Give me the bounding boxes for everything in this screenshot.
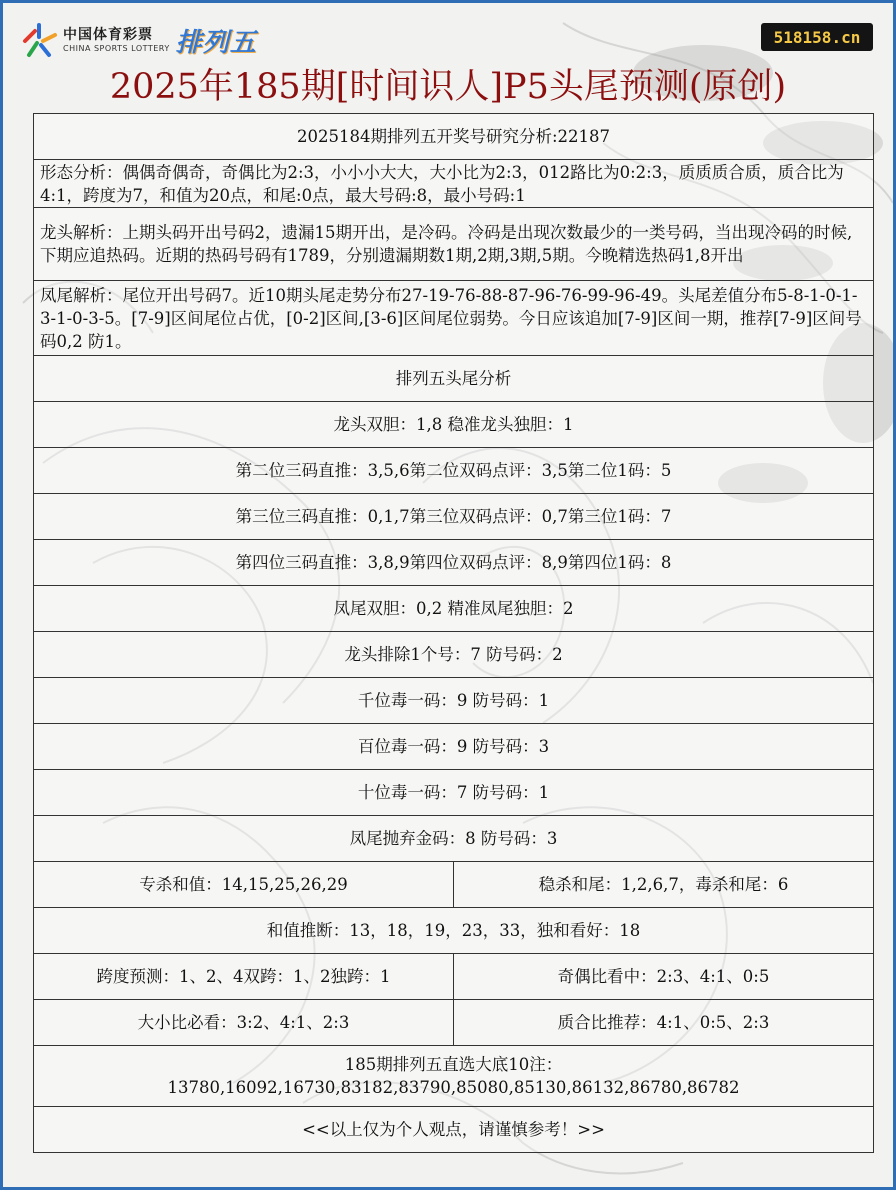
table-row	[34, 586, 874, 632]
base-title: 185期排列五直选大底10注：	[344, 1055, 563, 1074]
page-title: 2025年185期[时间识人]P5头尾预测(原创)	[109, 67, 787, 107]
section-title-cell: 排列五头尾分析	[34, 356, 874, 402]
prediction-table	[33, 113, 874, 1153]
pos2-cell: 第二位三码直推：3,5,6第二位双码点评：3,5第二位1码：5	[34, 448, 874, 494]
table-row	[34, 862, 874, 908]
prime-comp-cell: 质合比推荐：4:1、0:5、2:3	[454, 1000, 874, 1046]
thousands-cell: 千位毒一码：9 防号码：1	[34, 678, 874, 724]
head-analysis-cell: 龙头解析：上期头码开出号码2，遗漏15期开出，是冷码。冷码是出现次数最少的一类号码，当出现冷码的时候,下期应追热码。近期的热码号码有1789，分别遗漏期数1期,2期,3期,5期。今晚精选热码1,8开出	[34, 208, 874, 281]
lottery-logo	[21, 21, 257, 59]
analysis-title-cell: 2025184期排列五开奖号研究分析:22187	[34, 114, 874, 160]
sum-predict-cell: 和值推断：13，18，19，23，33，独和看好：18	[34, 908, 874, 954]
tail-double-cell: 凤尾双胆：0,2 精准凤尾独胆：2	[34, 586, 874, 632]
table-row	[34, 1046, 874, 1107]
table-row	[34, 540, 874, 586]
table-row	[34, 402, 874, 448]
form-analysis-cell: 形态分析：偶偶奇偶奇，奇偶比为2:3，小小小大大，大小比为2:3，012路比为0:2:3，质质质合质，质合比为4:1，跨度为7，和值为20点，和尾:0点，最大号码:8，最小号码:1	[34, 160, 874, 208]
logo-en-text: CHINA SPORTS LOTTERY	[63, 43, 170, 53]
logo-game-name: 排列五	[175, 27, 257, 58]
head-exclude-cell: 龙头排除1个号：7 防号码：2	[34, 632, 874, 678]
table-row	[34, 448, 874, 494]
table-row	[34, 1107, 874, 1153]
base-numbers-cell	[34, 1046, 874, 1107]
table-row	[34, 770, 874, 816]
big-small-cell: 大小比必看：3:2、4:1、2:3	[34, 1000, 454, 1046]
table-row	[34, 208, 874, 281]
odd-even-cell: 奇偶比看中：2:3、4:1、0:5	[454, 954, 874, 1000]
head-double-cell: 龙头双胆：1,8 稳准龙头独胆：1	[34, 402, 874, 448]
table-row	[34, 281, 874, 356]
table-row	[34, 954, 874, 1000]
table-row	[34, 632, 874, 678]
table-row	[34, 494, 874, 540]
header	[3, 3, 893, 108]
table-row	[34, 356, 874, 402]
kill-sum-cell: 专杀和值：14,15,25,26,29	[34, 862, 454, 908]
disclaimer-cell: <<以上仅为个人观点，请谨慎参考！>>	[34, 1107, 874, 1153]
lottery-logo-icon	[21, 21, 59, 59]
tail-analysis-cell: 凤尾解析：尾位开出号码7。近10期头尾走势分布27-19-76-88-87-96-76-99-96-49。头尾差值分布5-8-1-0-1-3-1-0-3-5。[7-9]区间尾位占优，[0-2]区间,[3-6]区间尾位弱势。今日应该追加[7-9]区间一期，推荐[7-9]区间号码0,2 防1。	[34, 281, 874, 356]
logo-cn-text: 中国体育彩票	[63, 26, 153, 43]
span-predict-cell: 跨度预测：1、2、4双跨：1、2独跨：1	[34, 954, 454, 1000]
pos3-cell: 第三位三码直推：0,1,7第三位双码点评：0,7第三位1码：7	[34, 494, 874, 540]
table-row	[34, 816, 874, 862]
table-row	[34, 114, 874, 160]
tens-cell: 十位毒一码：7 防号码：1	[34, 770, 874, 816]
table-row	[34, 160, 874, 208]
site-badge[interactable]: 518158.cn	[761, 23, 873, 51]
kill-tail-cell: 稳杀和尾：1,2,6,7，毒杀和尾：6	[454, 862, 874, 908]
hundreds-cell: 百位毒一码：9 防号码：3	[34, 724, 874, 770]
pos4-cell: 第四位三码直推：3,8,9第四位双码点评：8,9第四位1码：8	[34, 540, 874, 586]
table-row	[34, 1000, 874, 1046]
table-row	[34, 724, 874, 770]
table-row	[34, 678, 874, 724]
tail-discard-cell: 凤尾抛弃金码：8 防号码：3	[34, 816, 874, 862]
table-row	[34, 908, 874, 954]
base-numbers: 13780,16092,16730,83182,83790,85080,85130,86132,86780,86782	[167, 1078, 740, 1097]
